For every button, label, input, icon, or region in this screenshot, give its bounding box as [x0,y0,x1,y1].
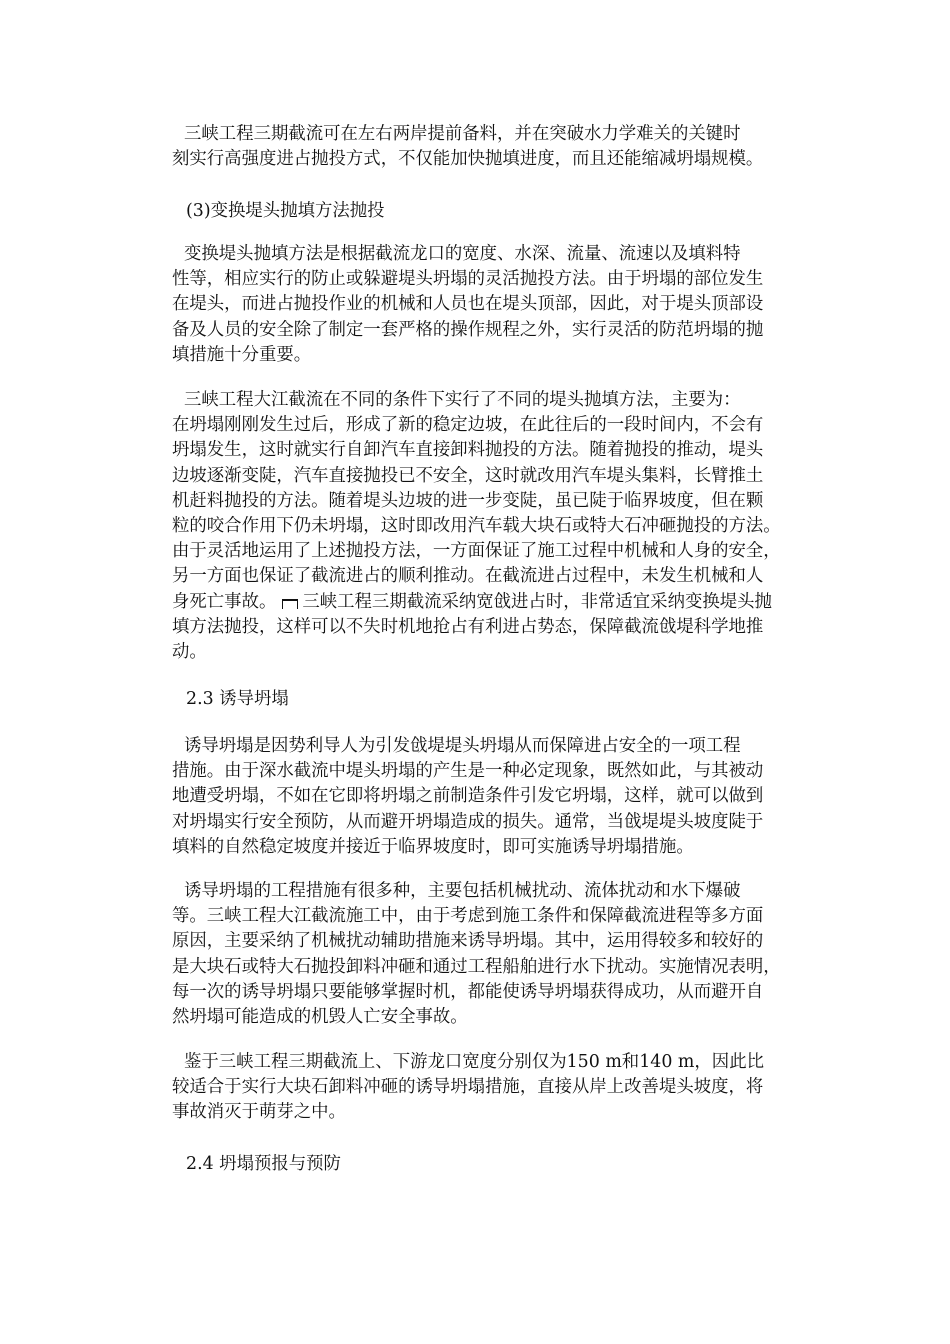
paragraph-4 [172,734,808,860]
text-line: 变换堤头抛填方法是根据截流龙口的宽度、水深、流量、流速以及填料特 [184,244,741,264]
text-line: 较适合于实行大块石卸料冲砸的诱导坍塌措施，直接从岸上改善堤头坡度，将 [172,1077,764,1098]
text-line: 另一方面也保证了截流进占的顺利推动。在截流进占过程中，未发生机械和人 [172,566,764,587]
text-line: 坍塌发生，这时就实行自卸汽车直接卸料抛投的方法。随着抛投的推动，堤头 [172,440,764,461]
text-line: 原因，主要采纳了机械扰动辅助措施来诱导坍塌。其中，运用得较多和较好的 [172,931,764,952]
section-heading-2-3: 2.3 诱导坍塌 [186,689,289,709]
text-line: 诱导坍塌是因势利导人为引发戗堤堤头坍塌从而保障进占安全的一项工程 [184,736,741,756]
text-line: 诱导坍塌的工程措施有很多种，主要包括机械扰动、流体扰动和水下爆破 [184,881,741,901]
text-line: 在坍塌刚刚发生过后，形成了新的稳定边坡，在此往后的一段时间内，不会有 [172,415,764,436]
text-line: 措施。由于深水截流中堤头坍塌的产生是一种必定现象，既然如此，与其被动 [172,761,764,782]
text-line: 机赶料抛投的方法。随着堤头边坡的进一步变陡，虽已陡于临界坡度，但在颗 [172,490,764,511]
text-line: 等。三峡工程大江截流施工中，由于考虑到施工条件和保障截流进程等多方面 [172,906,764,927]
text-line: 性等，相应实行的防止或躲避堤头坍塌的灵活抛投方法。由于坍塌的部位发生 [172,269,764,290]
text-line: 由于灵活地运用了上述抛投方法，一方面保证了施工过程中机械和人身的安全， [172,541,781,562]
paragraph-1 [172,122,808,172]
text-line: 在堤头，而进占抛投作业的机械和人员也在堤头顶部，因此，对于堤头顶部设 [172,294,764,315]
text-line: 边坡逐渐变陡，汽车直接抛投已不安全，这时就改用汽车堤头集料，长臂推土 [172,465,764,486]
paragraph-6 [172,1050,808,1126]
text-line: 是大块石或特大石抛投卸料冲砸和通过工程船舶进行水下扰动。实施情况表明， [172,956,781,977]
text-line: 每一次的诱导坍塌只要能够掌握时机，都能使诱导坍塌获得成功，从而避开自 [172,981,764,1002]
text-line: 填措施十分重要。 [172,344,312,365]
section-heading-2-4: 2.4 坍塌预报与预防 [186,1154,341,1174]
paragraph-3 [172,388,808,665]
text-segment: 身死亡事故。 [172,591,277,612]
text-line: 粒的咬合作用下仍未坍塌，这时即改用汽车载大块石或特大石冲砸抛投的方法。 [172,515,781,536]
text-line: 填方法抛投，这样可以不失时机地抢占有利进占势态，保障截流戗堤科学地推 [172,616,764,637]
text-line: 事故消灭于萌芽之中。 [172,1102,346,1123]
text-line: 备及人员的安全除了制定一套严格的操作规程之外，实行灵活的防范坍塌的抛 [172,319,764,340]
paragraph-5 [172,879,808,1030]
text-line: 动。 [172,641,207,662]
text-line: 地遭受坍塌，不如在它即将坍塌之前制造条件引发它坍塌，这样，就可以做到 [172,786,764,807]
text-line: 然坍塌可能造成的机毁人亡安全事故。 [172,1006,468,1027]
text-line: 对坍塌实行安全预防，从而避开坍塌造成的损失。通常，当戗堤堤头坡度陡于 [172,811,764,832]
text-line: 填料的自然稳定坡度并接近于临界坡度时，即可实施诱导坍塌措施。 [172,836,694,857]
text-line [172,590,808,615]
text-line: 三峡工程三期截流可在左右两岸提前备料，并在突破水力学难关的关键时 [184,124,741,144]
text-line: 鉴于三峡工程三期截流上、下游龙口宽度分别仅为150 m和140 m，因此比 [184,1052,764,1072]
paragraph-2 [172,242,808,368]
section-heading-3: (3)变换堤头抛填方法抛投 [186,201,385,221]
text-segment: 三峡工程三期截流采纳宽戗进占时，非常适宜采纳变换堤头抛 [302,591,772,612]
bracket-mark-icon [282,599,298,609]
text-line: 三峡工程大江截流在不同的条件下实行了不同的堤头抛填方法，主要为： [184,390,741,410]
text-line: 刻实行高强度进占抛投方式，不仅能加快抛填进度，而且还能缩减坍塌规模。 [172,149,764,170]
